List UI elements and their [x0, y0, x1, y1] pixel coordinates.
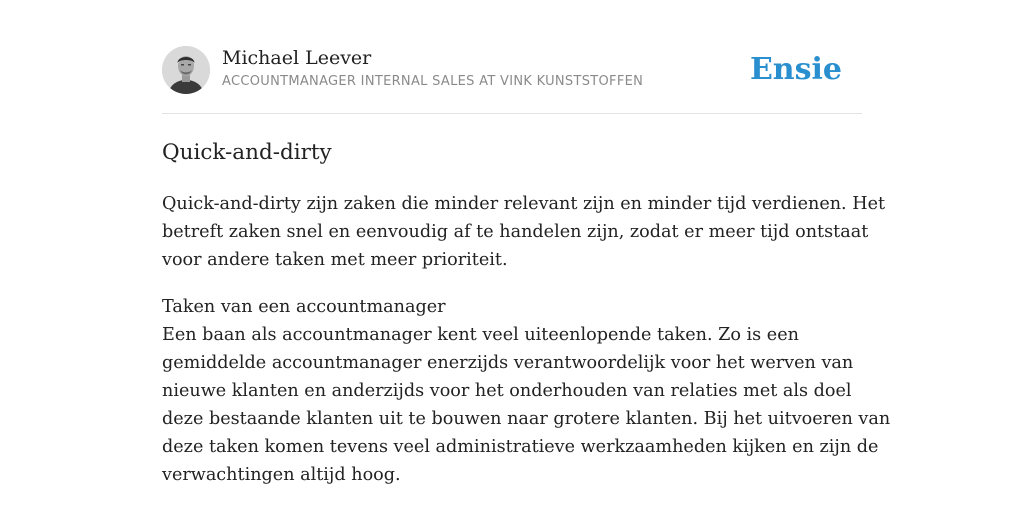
header-divider — [162, 113, 862, 114]
ensie-logo[interactable]: Ensie — [749, 52, 842, 87]
paragraph — [162, 293, 891, 489]
text-line: Een baan als accountmanager kent veel uiteenlopende taken. Zo is een — [162, 325, 799, 345]
person-photo-icon — [162, 46, 210, 94]
author-avatar[interactable] — [162, 46, 210, 94]
text-line: Quick-and-dirty zijn zaken die minder relevant zijn en minder tijd verdienen. Het — [162, 194, 886, 214]
author-header — [162, 45, 862, 97]
text-line: gemiddelde accountmanager enerzijds verantwoordelijk voor het werven van — [162, 353, 854, 373]
author-name[interactable]: Michael Leever — [222, 47, 372, 69]
article-body — [162, 190, 891, 508]
author-role: ACCOUNTMANAGER INTERNAL SALES AT VINK KUNSTSTOFFEN — [222, 74, 644, 89]
paragraph — [162, 190, 886, 274]
text-line: deze bestaande klanten uit te bouwen naar grotere klanten. Bij het uitvoeren van — [162, 409, 891, 429]
page-title: Quick-and-dirty — [162, 140, 332, 165]
text-line: voor andere taken met meer prioriteit. — [162, 250, 508, 270]
text-line: deze taken komen tevens veel administratieve werkzaamheden kijken en zijn de — [162, 437, 879, 457]
section-subheading: Taken van een accountmanager — [162, 297, 446, 317]
text-line: betreft zaken snel en eenvoudig af te handelen zijn, zodat er meer tijd ontstaat — [162, 222, 869, 242]
text-line: nieuwe klanten en anderzijds voor het onderhouden van relaties met als doel — [162, 381, 852, 401]
text-line: verwachtingen altijd hoog. — [162, 465, 401, 485]
